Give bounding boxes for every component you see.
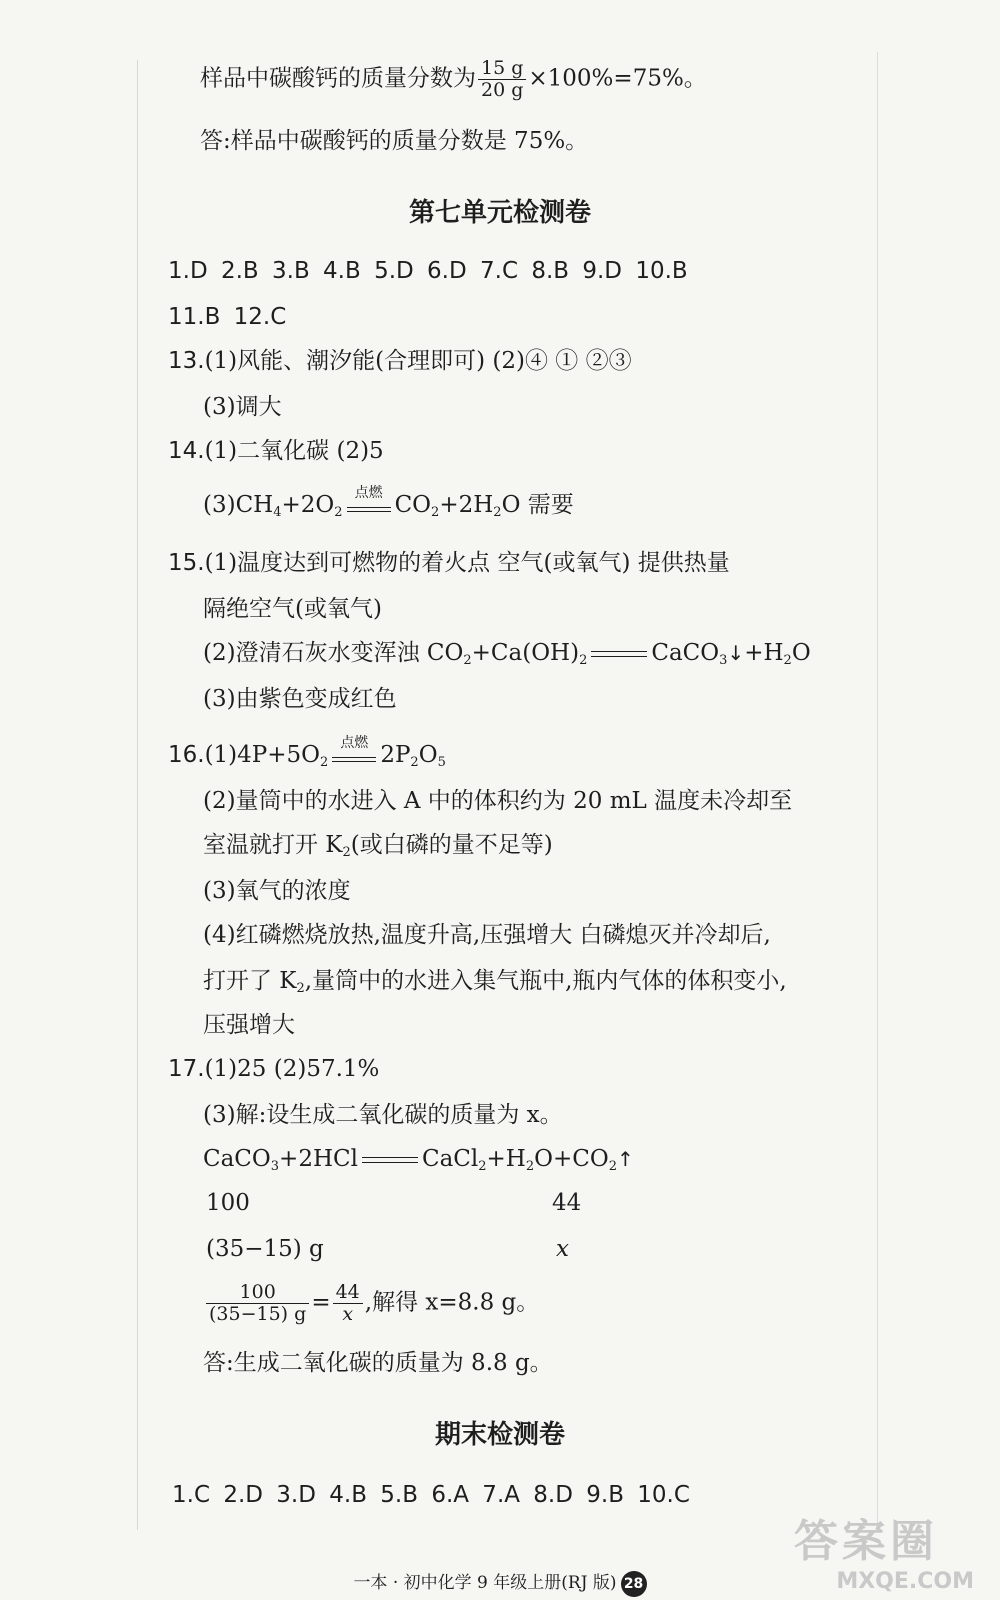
top-answer-line: 答:样品中碳酸钙的质量分数是 75%。 xyxy=(200,128,589,154)
q17-mass-right-1: 44 xyxy=(552,1190,582,1216)
q17-eq-sub: 2 xyxy=(525,1159,535,1174)
q17-line-b: (3)解:设生成二氧化碳的质量为 x。 xyxy=(203,1102,563,1128)
q16-f-part: ,量筒中的水进入集气瓶中,瓶内气体的体积变小, xyxy=(304,968,787,994)
q14-eq-sub: 4 xyxy=(273,505,282,520)
q17-eq-sub: 2 xyxy=(608,1159,618,1174)
top-line-text: 样品中碳酸钙的质量分数为 xyxy=(200,65,476,92)
q14-eq-sub: 2 xyxy=(334,505,343,520)
watermark xyxy=(794,1505,974,1595)
page-edge-right xyxy=(877,52,878,1532)
q16-line-f xyxy=(203,968,787,996)
q16-f-sub: 2 xyxy=(296,981,305,996)
unit7-answers-row1: 1.D 2.B 3.B 4.B 5.D 6.D 7.C 8.B 9.D 10.B xyxy=(168,258,688,284)
condition-label: 点燃 xyxy=(354,485,383,501)
proportion-fraction-left xyxy=(206,1282,309,1325)
q15-eq-part: +Ca(OH) xyxy=(471,640,580,666)
q14-equation xyxy=(203,485,574,520)
q16-eq-part: O xyxy=(418,742,438,768)
q16-eq-sub: 5 xyxy=(437,755,446,770)
q15-eq-part: +H xyxy=(744,640,784,666)
page-edge-left xyxy=(137,60,138,1530)
q15-eq-part: O xyxy=(791,640,811,666)
final-title: 期末检测卷 xyxy=(434,1420,565,1450)
q17-number: 17. xyxy=(168,1056,205,1082)
fraction-denominator: x xyxy=(342,1302,354,1325)
top-line-tail: ×100%=75%。 xyxy=(528,65,707,92)
q15-number: 15. xyxy=(168,550,205,576)
double-line xyxy=(347,507,391,512)
fraction-numerator: 15 g xyxy=(478,58,526,80)
equals-sign: = xyxy=(311,1289,331,1316)
q16-eq-part: (1)4P+5O xyxy=(204,742,321,768)
q16-eq-sub: 2 xyxy=(410,755,419,770)
q13-text-a: (1)风能、潮汐能(合理即可) (2)④ ① ②③ xyxy=(204,348,632,374)
fraction-numerator: 44 xyxy=(333,1282,363,1304)
fraction-denominator: (35−15) g xyxy=(209,1302,307,1325)
q15-eq-part: CaCO xyxy=(651,640,720,666)
q17-solve-text: ,解得 x=8.8 g。 xyxy=(364,1289,540,1316)
q15-line-b: 隔绝空气(或氧气) xyxy=(203,596,382,622)
q15-eq-part: (2)澄清石灰水变浑浊 CO xyxy=(203,640,464,666)
reaction-condition-sign xyxy=(330,735,378,766)
q13-number: 13. xyxy=(168,348,205,374)
q16-line-d: (3)氧气的浓度 xyxy=(203,878,351,904)
unit7-answers-row2: 11.B 12.C xyxy=(168,304,287,330)
q14-eq-sub: 2 xyxy=(431,505,440,520)
q14-eq-sub: 2 xyxy=(493,505,502,520)
q17-eq-part: CaCl xyxy=(421,1146,479,1172)
q16-line-c xyxy=(203,832,553,860)
q17-mass-left-2: (35−15) g xyxy=(206,1236,324,1262)
fraction-numerator: 100 xyxy=(206,1282,309,1304)
q15-equation xyxy=(203,640,811,668)
q15-eq-sub: 3 xyxy=(719,653,728,668)
q13-line-b: (3)调大 xyxy=(203,394,282,420)
q16-eq-sub: 2 xyxy=(320,755,329,770)
q16-c-sub: 2 xyxy=(342,845,351,860)
q17-eq-part: +H xyxy=(486,1146,526,1172)
watermark-logo-text: 答案圈 xyxy=(794,1516,938,1567)
q15-line-a xyxy=(168,552,730,575)
q16-f-part: 打开了 K xyxy=(203,968,297,994)
q14-eq-part: +2H xyxy=(439,492,494,518)
q17-eq-part: CaCO xyxy=(203,1146,271,1172)
q17-answer: 答:生成二氧化碳的质量为 8.8 g。 xyxy=(203,1350,553,1376)
q17-text-a: (1)25 (2)57.1% xyxy=(204,1056,380,1082)
mass-fraction xyxy=(478,58,526,101)
q15-eq-sub: 2 xyxy=(463,653,472,668)
q17-equation xyxy=(203,1146,634,1174)
proportion-fraction-right xyxy=(333,1282,363,1325)
equals-double-line xyxy=(362,1157,418,1163)
q16-c-part: 室温就打开 K xyxy=(203,832,343,858)
q16-line-g: 压强增大 xyxy=(203,1012,295,1038)
q14-eq-part: O 需要 xyxy=(501,492,574,518)
reaction-condition-sign xyxy=(345,485,393,516)
q16-eq-part: 2P xyxy=(380,742,411,768)
q14-line-a xyxy=(168,440,384,463)
final-answers-row1: 1.C 2.D 3.D 4.B 5.B 6.A 7.A 8.D 9.B 10.C xyxy=(172,1482,690,1508)
q16-number: 16. xyxy=(168,742,205,768)
q14-number: 14. xyxy=(168,438,205,464)
footer-text: 一本 · 初中化学 9 年级上册(RJ 版) xyxy=(353,1573,617,1593)
q16-line-b: (2)量筒中的水进入 A 中的体积约为 20 mL 温度未冷却至 xyxy=(203,788,793,814)
condition-label: 点燃 xyxy=(340,735,369,751)
q15-eq-sub: 2 xyxy=(579,653,588,668)
q16-line-e: (4)红磷燃烧放热,温度升高,压强增大 白磷熄灭并冷却后, xyxy=(203,922,771,948)
q17-proportion xyxy=(204,1282,539,1325)
q15-eq-sub: 2 xyxy=(783,653,792,668)
q15-line-d: (3)由紫色变成红色 xyxy=(203,686,397,712)
q14-text-a: (1)二氧化碳 (2)5 xyxy=(204,438,384,464)
page-number-badge: 28 xyxy=(621,1571,647,1597)
q14-eq-part: (3)CH xyxy=(203,492,274,518)
q14-eq-part: CO xyxy=(394,492,432,518)
precipitate-arrow-icon: ↓ xyxy=(727,641,745,665)
q16-equation xyxy=(168,735,446,770)
q17-eq-sub: 3 xyxy=(270,1159,280,1174)
unit7-title: 第七单元检测卷 xyxy=(408,198,591,228)
watermark-url: MXQE.COM xyxy=(836,1569,974,1594)
q17-line-a xyxy=(168,1058,379,1081)
q17-eq-part: +2HCl xyxy=(279,1146,358,1172)
q15-text-a: (1)温度达到可燃物的着火点 空气(或氧气) 提供热量 xyxy=(204,550,730,576)
q16-c-part: (或白磷的量不足等) xyxy=(350,832,553,858)
q17-eq-part: O+CO xyxy=(534,1146,609,1172)
double-line xyxy=(332,757,376,762)
equals-double-line xyxy=(591,651,647,657)
gas-arrow-icon: ↑ xyxy=(617,1147,634,1171)
q17-eq-sub: 2 xyxy=(478,1159,487,1174)
q14-eq-part: +2O xyxy=(281,492,335,518)
q17-mass-left-1: 100 xyxy=(206,1190,250,1216)
q13-line-a xyxy=(168,350,632,373)
q17-mass-right-2: x xyxy=(556,1236,569,1262)
fraction-denominator: 20 g xyxy=(481,78,524,101)
top-line-fraction xyxy=(200,58,707,101)
